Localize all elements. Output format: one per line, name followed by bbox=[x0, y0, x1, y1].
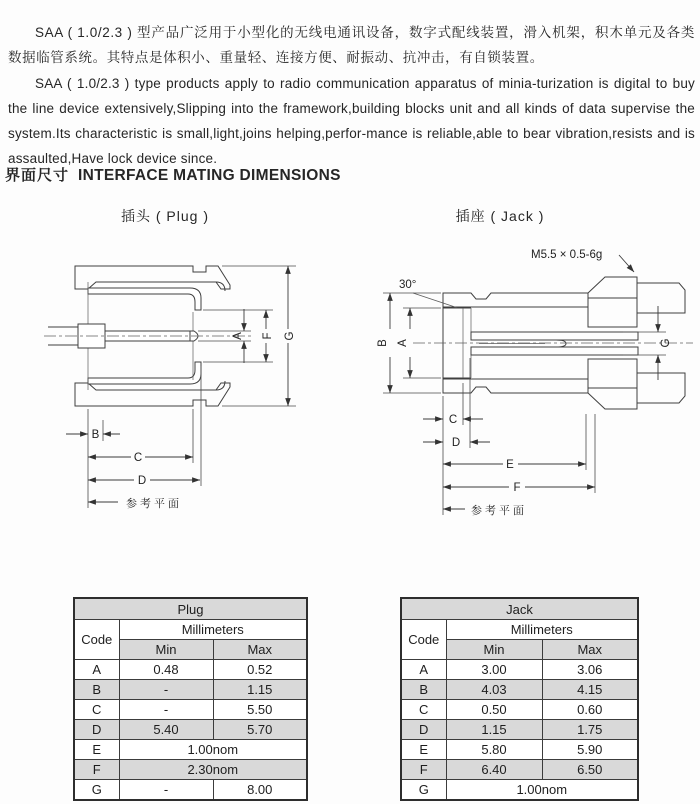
max-cell: 0.52 bbox=[213, 660, 307, 680]
knurl-section-top bbox=[588, 298, 637, 327]
max-cell: 5.70 bbox=[213, 720, 307, 740]
code-cell: C bbox=[401, 700, 446, 720]
plug-dim-a-label: A bbox=[232, 332, 244, 340]
nominal-cell: 1.00nom bbox=[119, 740, 307, 760]
min-cell: 1.15 bbox=[446, 720, 542, 740]
jack-dim-d-label: D bbox=[451, 437, 461, 449]
table-row bbox=[401, 740, 638, 760]
min-cell: 5.80 bbox=[446, 740, 542, 760]
plug-table-title: Plug bbox=[74, 598, 307, 620]
jack-dimension-table bbox=[400, 597, 639, 801]
plug-max-header: Max bbox=[213, 640, 307, 660]
thread-callout: M5.5 × 0.5-6g bbox=[531, 249, 603, 261]
plug-dim-d-label: D bbox=[137, 475, 147, 487]
chamfer-angle-label: 30° bbox=[399, 279, 417, 291]
min-cell: 0.48 bbox=[119, 660, 213, 680]
jack-dim-g-label: G bbox=[660, 338, 672, 348]
jack-reference-plane-label: 参考平面 bbox=[471, 505, 527, 517]
min-cell: 4.03 bbox=[446, 680, 542, 700]
max-cell: 6.50 bbox=[542, 760, 638, 780]
jack-max-header: Max bbox=[542, 640, 638, 660]
plug-dim-f-label: F bbox=[262, 332, 274, 340]
min-cell: - bbox=[119, 780, 213, 801]
jack-dimensions bbox=[377, 249, 672, 517]
code-cell: B bbox=[401, 680, 446, 700]
min-cell: 5.40 bbox=[119, 720, 213, 740]
table-row bbox=[74, 660, 307, 680]
jack-dim-a-label: A bbox=[397, 339, 409, 347]
max-cell: 8.00 bbox=[213, 780, 307, 801]
plug-min-header: Min bbox=[119, 640, 213, 660]
plug-body-cross-section bbox=[44, 266, 252, 406]
plug-dimensions bbox=[66, 266, 296, 510]
code-cell: B bbox=[74, 680, 119, 700]
nominal-cell: 1.00nom bbox=[446, 780, 638, 801]
code-cell: G bbox=[74, 780, 119, 801]
code-cell: F bbox=[74, 760, 119, 780]
plug-code-header: Code bbox=[74, 620, 119, 660]
section-heading-english: INTERFACE MATING DIMENSIONS bbox=[78, 167, 341, 184]
section-heading bbox=[5, 164, 341, 185]
max-cell: 0.60 bbox=[542, 700, 638, 720]
plug-reference-plane-label: 参考平面 bbox=[126, 498, 182, 510]
table-row bbox=[401, 700, 638, 720]
max-cell: 5.90 bbox=[542, 740, 638, 760]
jack-min-header: Min bbox=[446, 640, 542, 660]
code-cell: E bbox=[74, 740, 119, 760]
code-cell: E bbox=[401, 740, 446, 760]
intro-paragraph-chinese: SAA ( 1.0/2.3 ) 型产品广泛用于小型化的无线电通讯设备，数字式配线装置，滑入机架，积木单元及各类数据临管系统。其特点是体积小、重量轻、连接方便、耐振动、抗冲击，有自锁装置。 bbox=[8, 24, 695, 65]
min-cell: 6.40 bbox=[446, 760, 542, 780]
max-cell: 4.15 bbox=[542, 680, 638, 700]
jack-table-title: Jack bbox=[401, 598, 638, 620]
min-cell: - bbox=[119, 700, 213, 720]
knurl-section-bottom bbox=[588, 359, 637, 388]
min-cell: - bbox=[119, 680, 213, 700]
table-row bbox=[74, 740, 307, 760]
code-cell: C bbox=[74, 700, 119, 720]
jack-unit-header: Millimeters bbox=[446, 620, 638, 640]
jack-diagram bbox=[353, 228, 700, 533]
table-row bbox=[74, 760, 307, 780]
plug-dim-g-label: G bbox=[284, 331, 296, 341]
code-cell: A bbox=[74, 660, 119, 680]
jack-dim-b-label: B bbox=[377, 339, 389, 347]
table-row bbox=[401, 680, 638, 700]
jack-dim-e-label: E bbox=[506, 459, 514, 471]
table-row bbox=[74, 680, 307, 700]
max-cell: 5.50 bbox=[213, 700, 307, 720]
max-cell: 3.06 bbox=[542, 660, 638, 680]
code-cell: A bbox=[401, 660, 446, 680]
max-cell: 1.75 bbox=[542, 720, 638, 740]
jack-dim-c-label: C bbox=[448, 414, 458, 426]
table-row bbox=[401, 720, 638, 740]
table-row bbox=[401, 760, 638, 780]
intro-paragraph-english: SAA ( 1.0/2.3 ) type products apply to radio communication apparatus of minia-turization is digital to buy the line device extensively,Slipping into the framework,building blocks unit and all kinds of data supervise the system.Its characteristic is small,light,joins helping,perfor-mance is reliable,able to bear vibration,resists and is assaulted,Have lock device since. bbox=[8, 75, 695, 167]
table-row bbox=[401, 780, 638, 801]
table-row bbox=[74, 700, 307, 720]
nominal-cell: 2.30nom bbox=[119, 760, 307, 780]
min-cell: 3.00 bbox=[446, 660, 542, 680]
plug-dimension-table bbox=[73, 597, 308, 801]
table-row bbox=[74, 720, 307, 740]
jack-code-header: Code bbox=[401, 620, 446, 660]
code-cell: F bbox=[401, 760, 446, 780]
plug-diagram-title: 插头 ( Plug ) bbox=[120, 208, 209, 224]
section-heading-chinese: 界面尺寸 bbox=[5, 167, 70, 184]
code-cell: G bbox=[401, 780, 446, 801]
plug-dim-c-label: C bbox=[133, 452, 143, 464]
plug-dim-b-label: B bbox=[91, 429, 100, 441]
table-row bbox=[401, 660, 638, 680]
code-cell: D bbox=[401, 720, 446, 740]
max-cell: 1.15 bbox=[213, 680, 307, 700]
min-cell: 0.50 bbox=[446, 700, 542, 720]
code-cell: D bbox=[74, 720, 119, 740]
plug-unit-header: Millimeters bbox=[119, 620, 307, 640]
jack-diagram-title: 插座 ( Jack ) bbox=[455, 208, 545, 224]
jack-dim-f-label: F bbox=[513, 482, 521, 494]
plug-diagram bbox=[20, 230, 350, 530]
table-row bbox=[74, 780, 307, 801]
jack-body-cross-section bbox=[413, 277, 693, 409]
